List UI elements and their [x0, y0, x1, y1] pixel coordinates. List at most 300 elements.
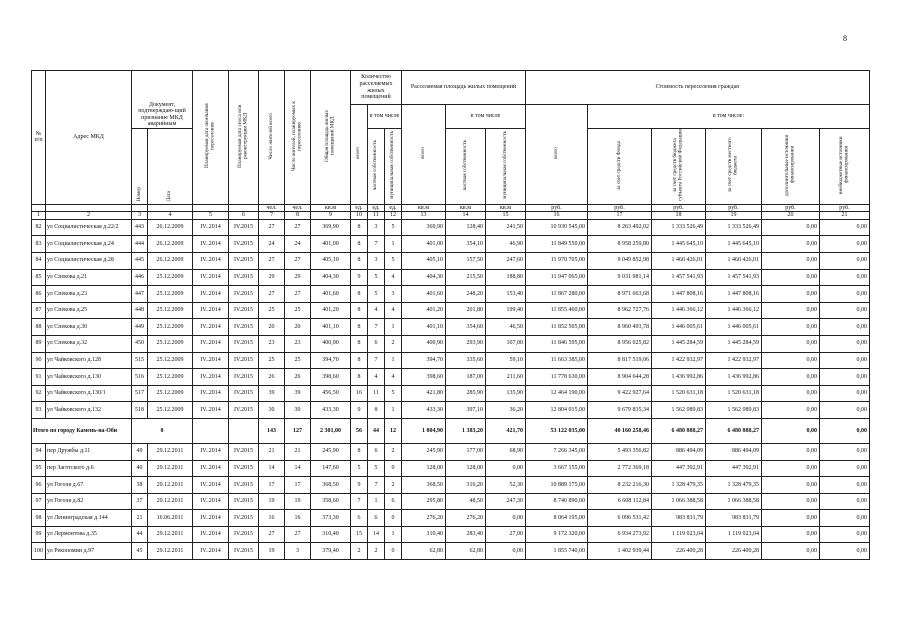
row-number-cell: 85 [32, 269, 46, 286]
planned-demolition-cell: IV.2015 [229, 460, 259, 477]
cost-unneeded-cell: 0,00 [820, 385, 870, 402]
rooms-total-cell: 7 [351, 493, 368, 510]
cost-extra-cell: 0,00 [762, 493, 820, 510]
area-total-cell: 276,20 [402, 510, 446, 527]
residents-total-cell: 30 [259, 402, 285, 419]
cost-fund-cell: 8 817 519,06 [588, 352, 652, 369]
area-municipal-cell: 59,10 [486, 352, 526, 369]
cost-extra-cell: 0,00 [762, 543, 820, 560]
subtotal-cost-total: 53 122 035,00 [526, 418, 588, 443]
table-row [32, 369, 870, 386]
planned-end-cell: IV..2014 [193, 460, 229, 477]
doc-date-cell: 25.12.2009 [148, 286, 193, 303]
unit-cell: руб. [526, 204, 588, 212]
header-area-total: всего [419, 147, 426, 159]
table-row [32, 286, 870, 303]
unit-cell: руб. [820, 204, 870, 212]
address-cell: ул Социалистическая д.22/2 [46, 219, 132, 236]
doc-number-cell: 448 [132, 302, 148, 319]
unit-cell [229, 204, 259, 212]
unit-cell [32, 204, 46, 212]
planned-demolition-cell: IV.2015 [229, 369, 259, 386]
cost-region-cell: 1 446 366,12 [652, 302, 706, 319]
column-number: 12 [385, 212, 402, 220]
cost-total-cell: 11 663 385,00 [526, 352, 588, 369]
table-row [32, 402, 870, 419]
area-private-cell: 62,80 [446, 543, 486, 560]
doc-date-cell: 25.12.2009 [148, 302, 193, 319]
cost-total-cell: 3 667 155,00 [526, 460, 588, 477]
doc-date-cell: 16.06.2011 [148, 510, 193, 527]
rooms-municipal-cell: 6 [385, 493, 402, 510]
area-total-cell: 394,70 [402, 352, 446, 369]
subtotal-residents-total: 143 [259, 418, 285, 443]
residents-planned-cell: 25 [285, 302, 311, 319]
rooms-municipal-cell: 2 [385, 443, 402, 460]
subtotal-cost-local: 6 480 888,27 [706, 418, 762, 443]
cost-unneeded-cell: 0,00 [820, 302, 870, 319]
planned-demolition-cell: IV.2015 [229, 510, 259, 527]
header-residents-planned: Число жителей, планируемых к переселению [290, 101, 303, 171]
cost-total-cell: 11 855 460,00 [526, 302, 588, 319]
row-number-cell: 84 [32, 252, 46, 269]
address-cell: ул Рекопомии д.97 [46, 543, 132, 560]
cost-unneeded-cell: 0,00 [820, 543, 870, 560]
area-private-cell: 293,90 [446, 335, 486, 352]
cost-local-cell: 1 447 808,16 [706, 286, 762, 303]
cost-extra-cell: 0,00 [762, 302, 820, 319]
cost-local-cell: 1 422 932,97 [706, 352, 762, 369]
doc-number-cell: 40 [132, 460, 148, 477]
residents-planned-cell: 39 [285, 385, 311, 402]
area-total-cell: 400,90 [402, 335, 446, 352]
row-number-cell: 97 [32, 493, 46, 510]
column-number: 9 [311, 212, 351, 220]
doc-date-cell: 26.12.2009 [148, 236, 193, 253]
cost-local-cell: 1 562 089,83 [706, 402, 762, 419]
residents-total-cell: 27 [259, 252, 285, 269]
area-municipal-cell: 135,90 [486, 385, 526, 402]
residents-total-cell: 26 [259, 369, 285, 386]
residents-planned-cell: 17 [285, 477, 311, 494]
residents-planned-cell: 21 [285, 443, 311, 460]
column-number: 1 [32, 212, 46, 220]
subtotal-rooms-total: 56 [351, 418, 368, 443]
planned-demolition-cell: IV.2015 [229, 477, 259, 494]
rooms-private-cell: 5 [368, 286, 385, 303]
doc-date-cell: 25.12.2009 [148, 319, 193, 336]
rooms-total-cell: 15 [351, 526, 368, 543]
rooms-private-cell: 3 [368, 252, 385, 269]
cost-total-cell: 11 849 550,00 [526, 236, 588, 253]
cost-local-cell: 1 445 284,59 [706, 335, 762, 352]
row-number-cell: 86 [32, 286, 46, 303]
rooms-private-cell: 3 [368, 219, 385, 236]
cost-total-cell: 12 804 015,00 [526, 402, 588, 419]
column-number: 13 [402, 212, 446, 220]
doc-number-cell: 49 [132, 443, 148, 460]
column-number: 2 [46, 212, 132, 220]
rooms-total-cell: 9 [351, 477, 368, 494]
cost-unneeded-cell: 0,00 [820, 269, 870, 286]
rooms-private-cell: 4 [368, 369, 385, 386]
area-municipal-cell: 0,00 [486, 460, 526, 477]
planned-demolition-cell: IV.2015 [229, 252, 259, 269]
planned-end-cell: IV..2014 [193, 269, 229, 286]
cost-region-cell: 1 562 089,83 [652, 402, 706, 419]
doc-date-cell: 25.12.2009 [148, 269, 193, 286]
doc-number-cell: 21 [132, 510, 148, 527]
rooms-municipal-cell: 5 [385, 219, 402, 236]
residents-planned-cell: 14 [285, 460, 311, 477]
address-cell: ул Спекова д.21 [46, 269, 132, 286]
address-cell: ул Социалистическая д.24 [46, 236, 132, 253]
header-planned-demolition: Планируемая дата сноса или реконструкции МКД [236, 104, 249, 168]
cost-local-cell: 1 119 023,04 [706, 526, 762, 543]
rooms-total-cell: 8 [351, 302, 368, 319]
header-cost-extra: дополнительные источники финансирования [783, 134, 796, 196]
cost-extra-cell: 0,00 [762, 369, 820, 386]
unit-cell: кв.м [446, 204, 486, 212]
doc-date-cell: 26.12.2009 [148, 219, 193, 236]
total-area-cell: 373,30 [311, 510, 351, 527]
cost-local-cell: 447 392,91 [706, 460, 762, 477]
total-area-cell: 404,30 [311, 269, 351, 286]
rooms-private-cell: 14 [368, 526, 385, 543]
rooms-private-cell: 7 [368, 319, 385, 336]
rooms-municipal-cell: 1 [385, 236, 402, 253]
cost-local-cell: 226 400,28 [706, 543, 762, 560]
doc-date-cell: 25.12.2009 [148, 369, 193, 386]
address-cell: пер Дружбы д.11 [46, 443, 132, 460]
cost-local-cell: 1 446 366,12 [706, 302, 762, 319]
planned-demolition-cell: IV.2015 [229, 385, 259, 402]
rooms-total-cell: 8 [351, 252, 368, 269]
units-row [32, 204, 870, 212]
planned-end-cell: IV..2014 [193, 385, 229, 402]
cost-total-cell: 10 930 545,00 [526, 219, 588, 236]
residents-planned-cell: 26 [285, 369, 311, 386]
header-doc-date: Дата [166, 190, 173, 201]
planned-demolition-cell: IV.2015 [229, 319, 259, 336]
row-number-cell: 100 [32, 543, 46, 560]
cost-extra-cell: 0,00 [762, 352, 820, 369]
doc-number-cell: 516 [132, 369, 148, 386]
total-area-cell: 310,40 [311, 526, 351, 543]
total-area-cell: 379,40 [311, 543, 351, 560]
cost-unneeded-cell: 0,00 [820, 443, 870, 460]
cost-fund-cell: 2 772 369,18 [588, 460, 652, 477]
cost-total-cell: 11 947 065,00 [526, 269, 588, 286]
table-row [32, 352, 870, 369]
table-row [32, 477, 870, 494]
rooms-private-cell: 1 [368, 493, 385, 510]
subtotal-total-area: 2 301,00 [311, 418, 351, 443]
rooms-municipal-cell: 4 [385, 269, 402, 286]
doc-date-cell: 25.12.2009 [148, 352, 193, 369]
rooms-municipal-cell: 3 [385, 286, 402, 303]
area-total-cell: 295,80 [402, 493, 446, 510]
area-private-cell: 283,40 [446, 526, 486, 543]
header-num: № п/п [32, 71, 46, 205]
cost-unneeded-cell: 0,00 [820, 477, 870, 494]
doc-number-cell: 443 [132, 219, 148, 236]
cost-fund-cell: 6 096 531,42 [588, 510, 652, 527]
address-cell: ул Чайковского д.132 [46, 402, 132, 419]
doc-number-cell: 445 [132, 252, 148, 269]
doc-date-cell: 26.12.2009 [148, 252, 193, 269]
total-area-cell: 401,20 [311, 302, 351, 319]
cost-fund-cell: 6 934 273,92 [588, 526, 652, 543]
header-cost-region: за счет средств бюджета субъекта Российской Федерации [671, 129, 684, 201]
column-number: 21 [820, 212, 870, 220]
doc-date-cell: 25.12.2009 [148, 385, 193, 402]
unit-cell [193, 204, 229, 212]
residents-planned-cell: 29 [285, 269, 311, 286]
table-row [32, 269, 870, 286]
planned-end-cell: IV..2014 [193, 319, 229, 336]
rooms-municipal-cell: 2 [385, 335, 402, 352]
residents-total-cell: 19 [259, 543, 285, 560]
subtotal-area-private: 1 383,20 [446, 418, 486, 443]
area-private-cell: 248,20 [446, 286, 486, 303]
header-address: Адрес МКД [46, 71, 132, 205]
address-cell: ул Спекова д.32 [46, 335, 132, 352]
page-number: 8 [843, 34, 847, 43]
cost-region-cell: 447 392,91 [652, 460, 706, 477]
header-rooms-municipal: муниципальная собственность [389, 131, 396, 199]
cost-local-cell: 983 831,79 [706, 510, 762, 527]
table-row [32, 443, 870, 460]
rooms-municipal-cell: 0 [385, 460, 402, 477]
area-total-cell: 62,80 [402, 543, 446, 560]
total-area-cell: 245,90 [311, 443, 351, 460]
rooms-private-cell: 7 [368, 477, 385, 494]
cost-extra-cell: 0,00 [762, 402, 820, 419]
rooms-total-cell: 8 [351, 443, 368, 460]
cost-region-cell: 1 328 479,35 [652, 477, 706, 494]
subtotal-count: 8 [132, 418, 193, 443]
cost-extra-cell: 0,00 [762, 526, 820, 543]
cost-unneeded-cell: 0,00 [820, 252, 870, 269]
cost-local-cell: 1 436 992,86 [706, 369, 762, 386]
doc-date-cell: 29.12.2011 [148, 543, 193, 560]
header-cost-unneeded: внебюджетные источники финансирования [837, 136, 850, 194]
cost-fund-cell: 8 962 727,76 [588, 302, 652, 319]
doc-number-cell: 444 [132, 236, 148, 253]
doc-date-cell: 25.12.2009 [148, 402, 193, 419]
cost-region-cell: 886 494,09 [652, 443, 706, 460]
area-municipal-cell: 52,30 [486, 477, 526, 494]
subtotal-rooms-municipal: 12 [385, 418, 402, 443]
total-area-cell: 369,90 [311, 219, 351, 236]
table-row [32, 219, 870, 236]
cost-unneeded-cell: 0,00 [820, 402, 870, 419]
area-municipal-cell: 247,60 [486, 252, 526, 269]
cost-fund-cell: 5 493 356,82 [588, 443, 652, 460]
row-number-cell: 82 [32, 219, 46, 236]
column-number: 14 [446, 212, 486, 220]
column-number: 19 [706, 212, 762, 220]
area-private-cell: 285,90 [446, 385, 486, 402]
header-document: Документ, подтверждаю-щий признание МКД аварийным [132, 71, 193, 129]
cost-local-cell: 1 445 645,10 [706, 236, 762, 253]
subtotal-empty-demo [229, 418, 259, 443]
cost-unneeded-cell: 0,00 [820, 219, 870, 236]
area-municipal-cell: 211,60 [486, 369, 526, 386]
column-number: 15 [486, 212, 526, 220]
rooms-municipal-cell: 1 [385, 352, 402, 369]
rooms-private-cell: 5 [368, 460, 385, 477]
planned-demolition-cell: IV.2015 [229, 493, 259, 510]
unit-cell: кв.м [402, 204, 446, 212]
doc-date-cell: 29.12.2011 [148, 460, 193, 477]
area-total-cell: 421,80 [402, 385, 446, 402]
cost-total-cell: 11 846 595,00 [526, 335, 588, 352]
residents-total-cell: 24 [259, 236, 285, 253]
area-total-cell: 401,10 [402, 319, 446, 336]
area-total-cell: 369,90 [402, 219, 446, 236]
cost-fund-cell: 8 956 025,82 [588, 335, 652, 352]
cost-unneeded-cell: 0,00 [820, 526, 870, 543]
column-number: 8 [285, 212, 311, 220]
residents-planned-cell: 3 [285, 543, 311, 560]
cost-fund-cell: 9 049 852,98 [588, 252, 652, 269]
rooms-total-cell: 8 [351, 219, 368, 236]
residents-planned-cell: 27 [285, 286, 311, 303]
subtotal-cost-extra: 0,00 [762, 418, 820, 443]
subtotal-empty-end [193, 418, 229, 443]
planned-end-cell: IV..2014 [193, 252, 229, 269]
rooms-private-cell: 4 [368, 302, 385, 319]
table-row [32, 493, 870, 510]
subtotal-cost-fund: 40 160 258,46 [588, 418, 652, 443]
column-number: 17 [588, 212, 652, 220]
planned-end-cell: IV..2014 [193, 302, 229, 319]
cost-local-cell: 1 333 526,49 [706, 219, 762, 236]
cost-region-cell: 1 445 284,59 [652, 335, 706, 352]
unit-cell: кв.м [311, 204, 351, 212]
planned-end-cell: IV..2014 [193, 219, 229, 236]
total-area-cell: 401,00 [311, 236, 351, 253]
area-total-cell: 398,60 [402, 369, 446, 386]
doc-number-cell: 44 [132, 526, 148, 543]
planned-end-cell: IV..2014 [193, 402, 229, 419]
unit-cell [46, 204, 132, 212]
row-number-cell: 83 [32, 236, 46, 253]
address-cell: ул Гоголя д.67 [46, 477, 132, 494]
header-residents-total: Число жителей всего [267, 112, 274, 160]
total-area-cell: 400,90 [311, 335, 351, 352]
cost-total-cell: 7 266 345,00 [526, 443, 588, 460]
subtotal-cost-region: 6 480 888,27 [652, 418, 706, 443]
unit-cell: ед. [368, 204, 385, 212]
total-area-cell: 456,50 [311, 385, 351, 402]
cost-unneeded-cell: 0,00 [820, 460, 870, 477]
area-private-cell: 157,50 [446, 252, 486, 269]
rooms-municipal-cell: 1 [385, 402, 402, 419]
column-number: 11 [368, 212, 385, 220]
header-cost-fund: за счет средств Фонда [615, 140, 622, 190]
table-row [32, 252, 870, 269]
total-area-cell: 401,60 [311, 286, 351, 303]
total-area-cell: 147,60 [311, 460, 351, 477]
rooms-municipal-cell: 1 [385, 319, 402, 336]
area-private-cell: 335,60 [446, 352, 486, 369]
unit-cell: ед. [351, 204, 368, 212]
rooms-private-cell: 7 [368, 236, 385, 253]
cost-fund-cell: 1 402 939,44 [588, 543, 652, 560]
area-private-cell: 354,10 [446, 236, 486, 253]
cost-fund-cell: 8 263 492,02 [588, 219, 652, 236]
unit-cell: руб. [706, 204, 762, 212]
row-number-cell: 87 [32, 302, 46, 319]
unit-cell: ед. [385, 204, 402, 212]
cost-extra-cell: 0,00 [762, 236, 820, 253]
doc-number-cell: 45 [132, 543, 148, 560]
rooms-municipal-cell: 1 [385, 526, 402, 543]
cost-total-cell: 11 867 280,00 [526, 286, 588, 303]
cost-local-cell: 1 520 631,18 [706, 385, 762, 402]
cost-fund-cell: 9 031 981,14 [588, 269, 652, 286]
residents-total-cell: 17 [259, 477, 285, 494]
subtotal-row [32, 418, 870, 443]
rooms-total-cell: 8 [351, 335, 368, 352]
table-row [32, 302, 870, 319]
doc-date-cell: 29.12.2011 [148, 493, 193, 510]
total-area-cell: 405,10 [311, 252, 351, 269]
doc-number-cell: 38 [132, 477, 148, 494]
cost-unneeded-cell: 0,00 [820, 335, 870, 352]
cost-local-cell: 1 457 541,93 [706, 269, 762, 286]
cost-extra-cell: 0,00 [762, 286, 820, 303]
column-number-row [32, 212, 870, 220]
cost-fund-cell: 9 422 927,64 [588, 385, 652, 402]
residents-total-cell: 23 [259, 335, 285, 352]
area-private-cell: 276,20 [446, 510, 486, 527]
residents-total-cell: 27 [259, 219, 285, 236]
address-cell: ул Спекова д.25 [46, 302, 132, 319]
unit-cell: чел. [285, 204, 311, 212]
planned-demolition-cell: IV.2015 [229, 302, 259, 319]
total-area-cell: 358,60 [311, 493, 351, 510]
cost-fund-cell: 8 232 216,30 [588, 477, 652, 494]
rooms-private-cell: 5 [368, 269, 385, 286]
cost-extra-cell: 0,00 [762, 219, 820, 236]
residents-total-cell: 20 [259, 319, 285, 336]
planned-end-cell: IV..2014 [193, 493, 229, 510]
area-total-cell: 401,20 [402, 302, 446, 319]
area-total-cell: 310,40 [402, 526, 446, 543]
area-total-cell: 128,00 [402, 460, 446, 477]
cost-extra-cell: 0,00 [762, 319, 820, 336]
planned-end-cell: IV..2014 [193, 286, 229, 303]
total-area-cell: 394,70 [311, 352, 351, 369]
area-private-cell: 128,00 [446, 460, 486, 477]
residents-total-cell: 29 [259, 269, 285, 286]
cost-unneeded-cell: 0,00 [820, 369, 870, 386]
cost-fund-cell: 6 608 112,84 [588, 493, 652, 510]
rooms-total-cell: 8 [351, 369, 368, 386]
area-municipal-cell: 0,00 [486, 510, 526, 527]
residents-planned-cell: 24 [285, 236, 311, 253]
table-row [32, 460, 870, 477]
residents-total-cell: 25 [259, 352, 285, 369]
area-municipal-cell: 247,30 [486, 493, 526, 510]
column-number: 4 [148, 212, 193, 220]
rooms-total-cell: 16 [351, 385, 368, 402]
area-total-cell: 401,00 [402, 236, 446, 253]
